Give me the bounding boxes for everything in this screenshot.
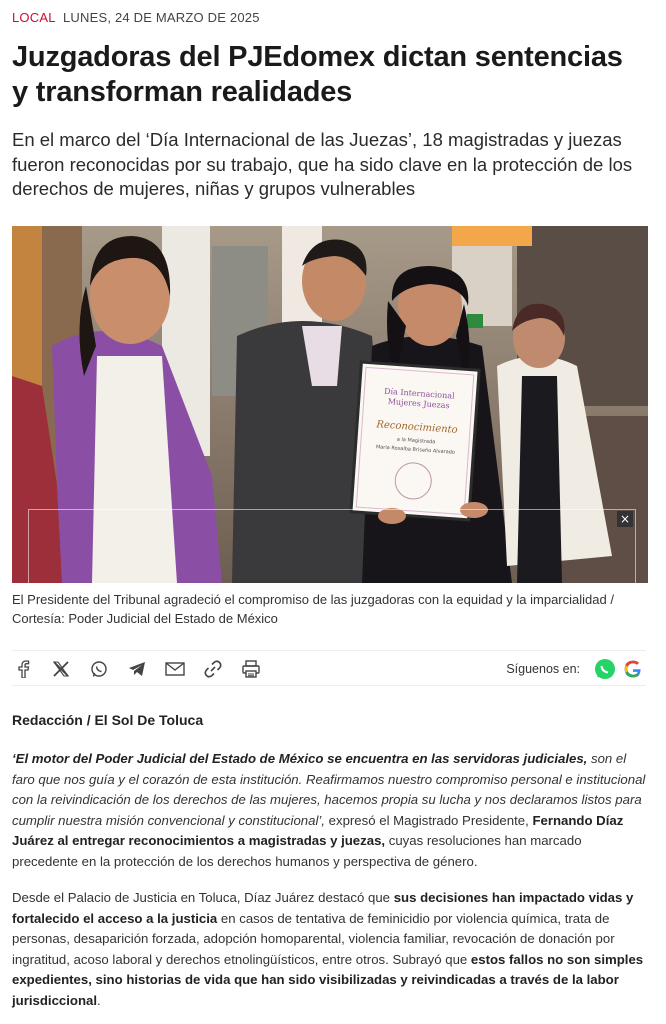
facebook-icon[interactable] (12, 658, 34, 680)
paragraph-text: en casos de tentativa de feminicidio por violencia química, trata de personas, desaparición forzada, adopción homoparental, violencia familiar, revocación de donación por ingratitud, acoso laboral y derechos etnolingüísticos, entre otros. Subrayó que (12, 910, 615, 967)
x-icon[interactable] (50, 658, 72, 680)
follow-label: Síguenos en: (506, 662, 580, 676)
paragraph-bold: estos fallos no son simples expedientes, sino historias de vida que han sido visibilizadas y reivindicadas a través de la labor jurisdiccional (12, 951, 644, 1008)
whatsapp-icon[interactable] (594, 658, 616, 680)
photo-caption: El Presidente del Tribunal agradeció el compromiso de las juzgadoras con la equidad y la imparcialidad / Cortesía: Poder Judicial del Estado de México (12, 592, 614, 626)
paragraph-bold: sus decisiones han impactado vidas y fortalecido el acceso a la justicia (12, 890, 634, 926)
certificate-line2: Mujeres Juezas (387, 396, 450, 411)
paragraph-text: expresó el Magistrado Presidente, (324, 812, 533, 828)
paragraph-text: Desde el Palacio de Justicia en Toluca, Díaz Juárez destacó que (12, 890, 394, 905)
telegram-icon[interactable] (126, 658, 148, 680)
section-link[interactable]: LOCAL (12, 10, 56, 25)
follow-us (506, 658, 644, 680)
paragraph-1 (12, 749, 648, 873)
link-icon[interactable] (202, 658, 224, 680)
paragraph-2 (12, 888, 648, 1012)
ad-overlay (28, 509, 636, 583)
article-meta (12, 10, 260, 25)
publish-date: LUNES, 24 DE MARZO DE 2025 (62, 10, 260, 25)
certificate-line1: Día Internacional (383, 386, 455, 401)
quote-italic: son el faro que nos guía y el corazón de esta institución. Reafirmamos nuestro compromiso personal e institucional con la reivindicación de los derechos de las mujeres, hacemos propia su lucha y nos declaramos listos para cumplir nuestra misión convencional y constitucional’, (12, 751, 646, 828)
certificate-to: a la Magistrada (396, 436, 436, 446)
paragraph-bold: Fernando Díaz Juárez al entregar reconocimientos a magistradas y juezas, (12, 812, 624, 849)
byline: Redacción / El Sol De Toluca (12, 712, 204, 728)
email-icon[interactable] (164, 658, 186, 680)
print-icon[interactable] (240, 658, 262, 680)
headline: Juzgadoras del PJEdomex dictan sentencias y transforman realidades (12, 41, 623, 108)
close-icon[interactable]: × (617, 511, 633, 527)
paragraph-text: cuyas resoluciones han marcado precedente en la protección de los derechos humanos y perspectiva de género. (12, 833, 582, 869)
share-bar (12, 650, 646, 686)
paragraph-text: . (97, 992, 101, 1008)
certificate-name: María Rosalba Briseño Alvarado (375, 444, 456, 456)
article-photo (12, 226, 648, 583)
share-icons (12, 658, 278, 680)
quote-bold: ‘El motor del Poder Judicial del Estado de México se encuentra en las servidoras judiciales, (12, 751, 588, 766)
certificate-title: Reconocimiento (376, 419, 458, 436)
subheadline: En el marco del ‘Día Internacional de las Juezas’, 18 magistradas y juezas fueron reconocidas por su trabajo, que ha sido clave en la protección de los derechos de mujeres, niñas y grupos vulnerables (12, 129, 633, 199)
whatsapp-icon[interactable] (88, 658, 110, 680)
google-icon[interactable] (622, 658, 644, 680)
